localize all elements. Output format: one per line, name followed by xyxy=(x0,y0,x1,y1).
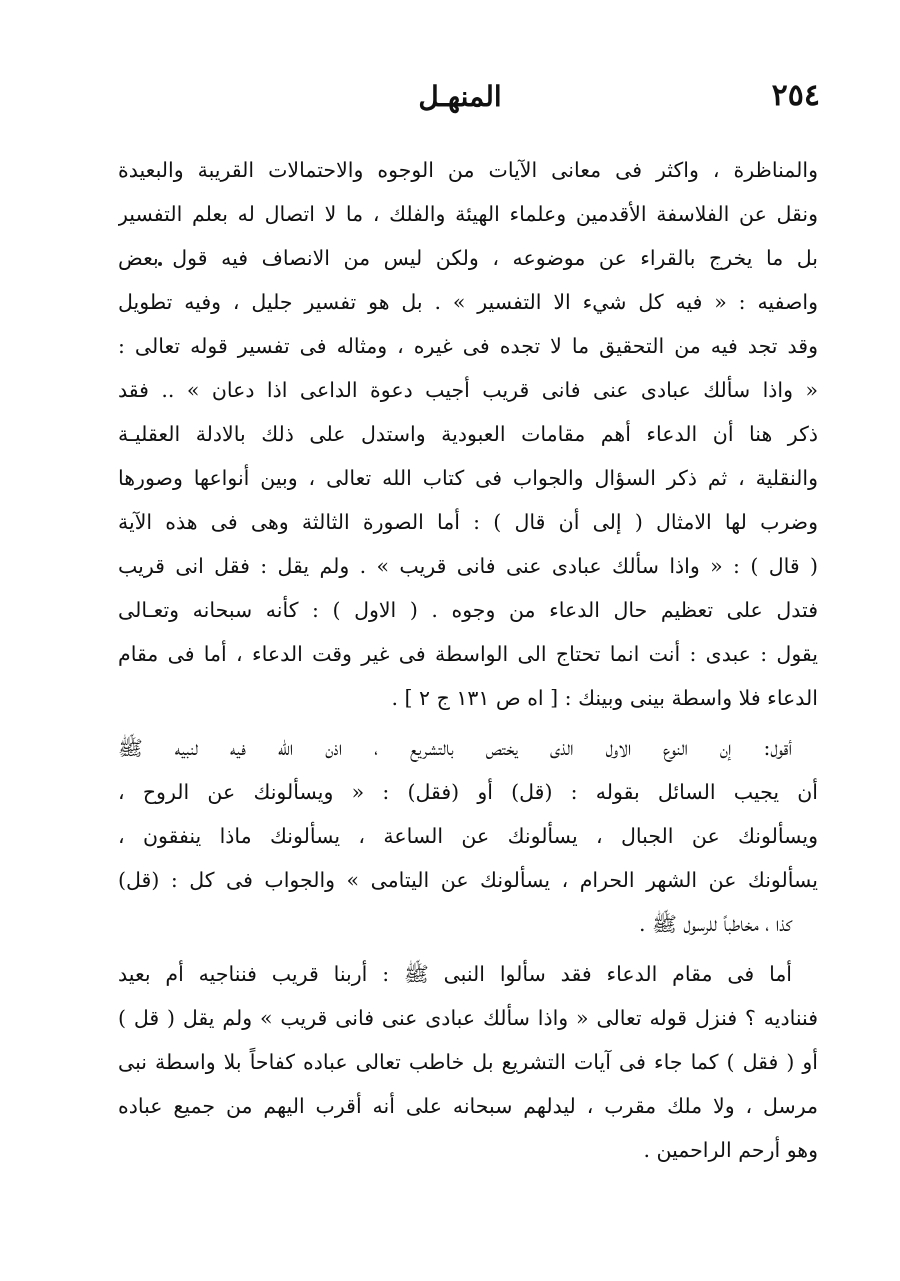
text-line: أقول: إن النوع الاول الذى يختص بالتشريع ، اذن الله فيه لنبيه ﷺ xyxy=(118,736,792,760)
running-title: المنهـل xyxy=(418,80,502,113)
text-line: ويسألونك عن الجبال ، يسألونك عن الساعة ، يسألونك ماذا ينفقون ، xyxy=(118,824,818,848)
page-number: ٢٥٤ xyxy=(771,78,820,113)
page-header xyxy=(100,78,820,118)
paragraph-1 xyxy=(118,148,818,720)
text-line: يقول : عبدى : أنت انما تحتاج الى الواسطة فى غير وقت الدعاء ، أما فى مقام xyxy=(118,642,818,666)
text-line: أو ( فقل ) كما جاء فى آيات التشريع بل خاطب تعالى عباده كفاحاً بلا واسطة نبى xyxy=(118,1050,818,1074)
text-line: والنقلية ، ثم ذكر السؤال والجواب فى كتاب الله تعالى ، وبين أنواعها وصورها xyxy=(118,466,818,490)
text-line: كذا ، مخاطباً للرسول ﷺ . xyxy=(639,912,792,936)
text-line: ونقل عن الفلاسفة الأقدمين وعلماء الهيئة والفلك ، ما لا اتصال له بعلم التفسير xyxy=(118,202,818,226)
text-line: والمناظرة ، واكثر فى معانى الآيات من الوجوه والاحتمالات القريبة والبعيدة xyxy=(118,158,818,182)
text-line: الدعاء فلا واسطة بينى وبينك : [ اه ص ١٣١ ج ٢ ] . xyxy=(391,686,818,710)
paragraph-2 xyxy=(118,726,818,946)
text-line: أما فى مقام الدعاء فقد سألوا النبى ﷺ : أربنا قريب فنناجيه أم بعيد xyxy=(118,962,792,986)
text-line: ( قال ) : « واذا سألك عبادى عنى فانى قريب » . ولم يقل : فقل انى قريب xyxy=(118,554,818,578)
text-line: بل ما يخرج بالقراء عن موضوعه ، ولكن ليس من الانصاف فيه قول بعض xyxy=(118,246,818,270)
text-line: وهو أرحم الراحمين . xyxy=(643,1138,818,1162)
text-line: فتدل على تعظيم حال الدعاء من وجوه . ( الاول ) : كأنه سبحانه وتعـالى xyxy=(118,598,818,622)
text-line: وضرب لها الامثال ( إلى أن قال ) : أما الصورة الثالثة وهى فى هذه الآية xyxy=(118,510,818,534)
text-line: فنناديه ؟ فنزل قوله تعالى « واذا سألك عبادى عنى فانى قريب » ولم يقل ( قل ) xyxy=(118,1006,818,1030)
text-line: يسألونك عن الشهر الحرام ، يسألونك عن اليتامى » والجواب فى كل : (قل) xyxy=(118,868,818,892)
text-line: وقد تجد فيه من التحقيق ما لا تجده فى غيره ، ومثاله فى تفسير قوله تعالى : xyxy=(118,334,818,358)
text-line: ذكر هنا أن الدعاء أهم مقامات العبودية واستدل على ذلك بالادلة العقليـة xyxy=(118,422,818,446)
paragraph-3 xyxy=(118,952,818,1172)
text-line: واصفيه : « فيه كل شيء الا التفسير » . بل هو تفسير جليل ، وفيه تطويل xyxy=(118,290,818,314)
body-text xyxy=(118,148,818,1172)
text-line: « واذا سألك عبادى عنى فانى قريب أجيب دعوة الداعى اذا دعان » .. فقد xyxy=(118,378,818,402)
text-line: أن يجيب السائل بقوله : (قل) أو (فقل) : « ويسألونك عن الروح ، xyxy=(118,780,818,804)
text-line: مرسل ، ولا ملك مقرب ، ليدلهم سبحانه على أنه أقرب اليهم من جميع عباده xyxy=(118,1094,818,1118)
